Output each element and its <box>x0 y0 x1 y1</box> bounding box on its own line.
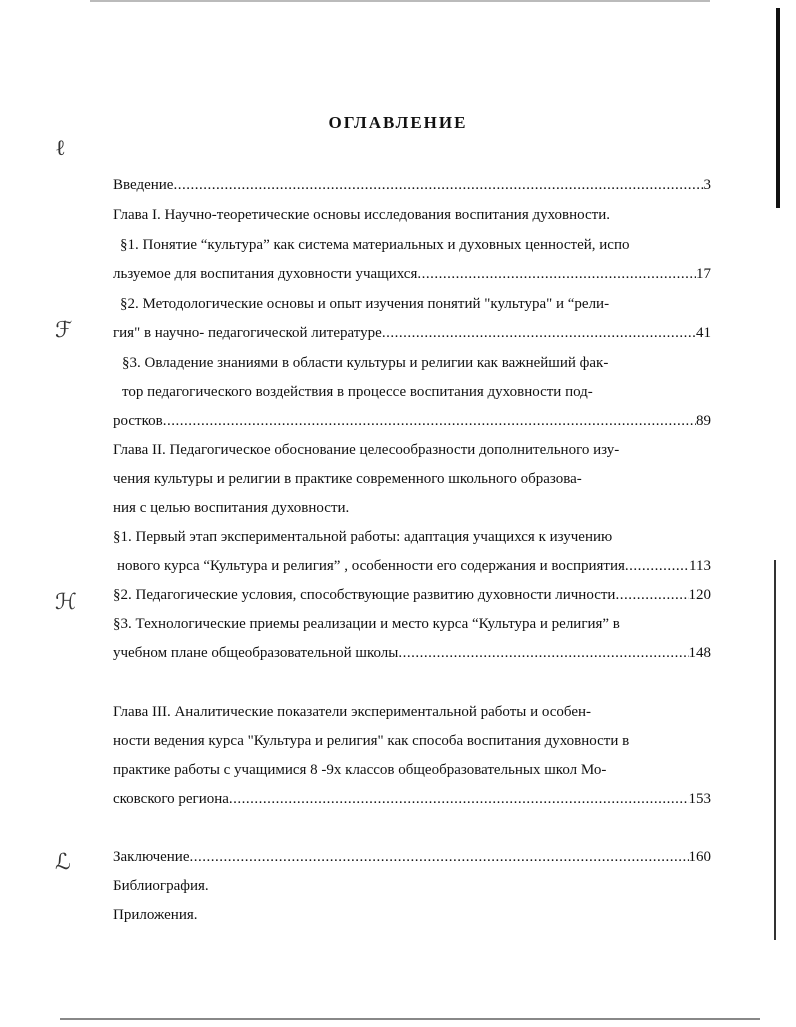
toc-chapter-2[interactable]: Глава II. Педагогическое обоснование целесообразности дополнительного изу- <box>113 442 620 458</box>
toc-leader-dots <box>173 170 703 200</box>
toc-leader-dots <box>398 638 688 668</box>
toc-section-text[interactable]: §1. Понятие “культура” как система материальных и духовных ценностей, испо <box>120 237 630 253</box>
margin-mark: ℓ <box>55 136 66 161</box>
toc-chapter-3-cont: ности ведения курса "Культура и религия" как способа воспитания духовности в <box>113 733 630 749</box>
margin-mark: ℒ <box>55 850 71 875</box>
toc-entry-text: Введение <box>113 177 174 193</box>
toc-leader-dots <box>163 406 696 436</box>
toc-entry-2-2[interactable] <box>113 580 711 610</box>
toc-page-number: 113 <box>689 558 711 574</box>
toc-leader-dots <box>625 551 689 581</box>
toc-appendices[interactable]: Приложения. <box>113 907 198 923</box>
toc-entry-intro[interactable] <box>113 170 711 200</box>
toc-section-text[interactable]: §1. Первый этап экспериментальной работы: адаптация учащихся к изучению <box>113 529 613 545</box>
toc-entry-1-1[interactable] <box>113 259 711 289</box>
margin-mark: ℋ <box>55 590 77 615</box>
toc-entry-text: учебном плане общеобразовательной школы <box>113 645 399 661</box>
page-title: ОГЛАВЛЕНИЕ <box>328 113 468 132</box>
toc-leader-dots <box>417 259 696 289</box>
margin-mark: ℱ <box>55 318 73 343</box>
toc-page-number: 89 <box>696 413 711 429</box>
toc-chapter-3-cont: практике работы с учащимися 8 -9х классов общеобразовательных школ Мо- <box>113 762 607 778</box>
toc-leader-dots <box>190 842 689 872</box>
toc-page-number: 3 <box>703 177 711 193</box>
toc-page-number: 153 <box>688 791 711 807</box>
toc-chapter-2-cont: ния с целью воспитания духовности. <box>113 500 350 516</box>
toc-entry-2-1[interactable] <box>117 551 711 581</box>
toc-chapter-1[interactable]: Глава I. Научно-теоретические основы исследования воспитания духовности. <box>113 207 611 223</box>
toc-leader-dots <box>382 318 696 348</box>
toc-page-number: 41 <box>696 325 711 341</box>
scan-top-rule <box>90 0 710 2</box>
toc-entry-text: Заключение <box>113 849 190 865</box>
toc-page-number: 148 <box>688 645 711 661</box>
toc-entry-1-3[interactable] <box>113 406 711 436</box>
toc-page-number: 120 <box>688 587 711 603</box>
toc-entry-text: §2. Педагогические условия, способствующие развитию духовности личности <box>113 587 616 603</box>
toc-page-number: 160 <box>688 849 711 865</box>
toc-entry-text: гия" в научно- педагогической литературе <box>113 325 382 341</box>
toc-entry-text: льзуемое для воспитания духовности учащихся <box>113 266 418 282</box>
toc-entry-text: ростков <box>113 413 163 429</box>
toc-chapter-3[interactable]: Глава III. Аналитические показатели экспериментальной работы и особен- <box>113 704 592 720</box>
toc-entry-3[interactable] <box>113 784 711 814</box>
scan-edge-upper <box>776 8 780 208</box>
toc-section-text[interactable]: тор педагогического воздействия в процессе воспитания духовности под- <box>122 384 593 400</box>
toc-page-number: 17 <box>696 266 711 282</box>
toc-section-text[interactable]: §2. Методологические основы и опыт изучения понятий "культура" и “рели- <box>120 296 610 312</box>
scan-bottom-rule <box>60 1018 760 1020</box>
toc-bibliography[interactable]: Библиография. <box>113 878 209 894</box>
toc-entry-1-2[interactable] <box>113 318 711 348</box>
toc-leader-dots <box>615 580 688 610</box>
scan-edge-lower <box>774 560 776 940</box>
toc-leader-dots <box>229 784 689 814</box>
toc-entry-text: нового курса “Культура и религия” , особенности его содержания и восприятия <box>117 558 625 574</box>
toc-chapter-2-cont: чения культуры и религии в практике современного школьного образова- <box>113 471 582 487</box>
toc-entry-text: сковского региона <box>113 791 229 807</box>
toc-entry-2-3[interactable] <box>113 638 711 668</box>
toc-section-text[interactable]: §3. Овладение знаниями в области культуры и религии как важнейший фак- <box>122 355 609 371</box>
toc-entry-conclusion[interactable] <box>113 842 711 872</box>
toc-section-text[interactable]: §3. Технологические приемы реализации и место курса “Культура и религия” в <box>113 616 620 632</box>
